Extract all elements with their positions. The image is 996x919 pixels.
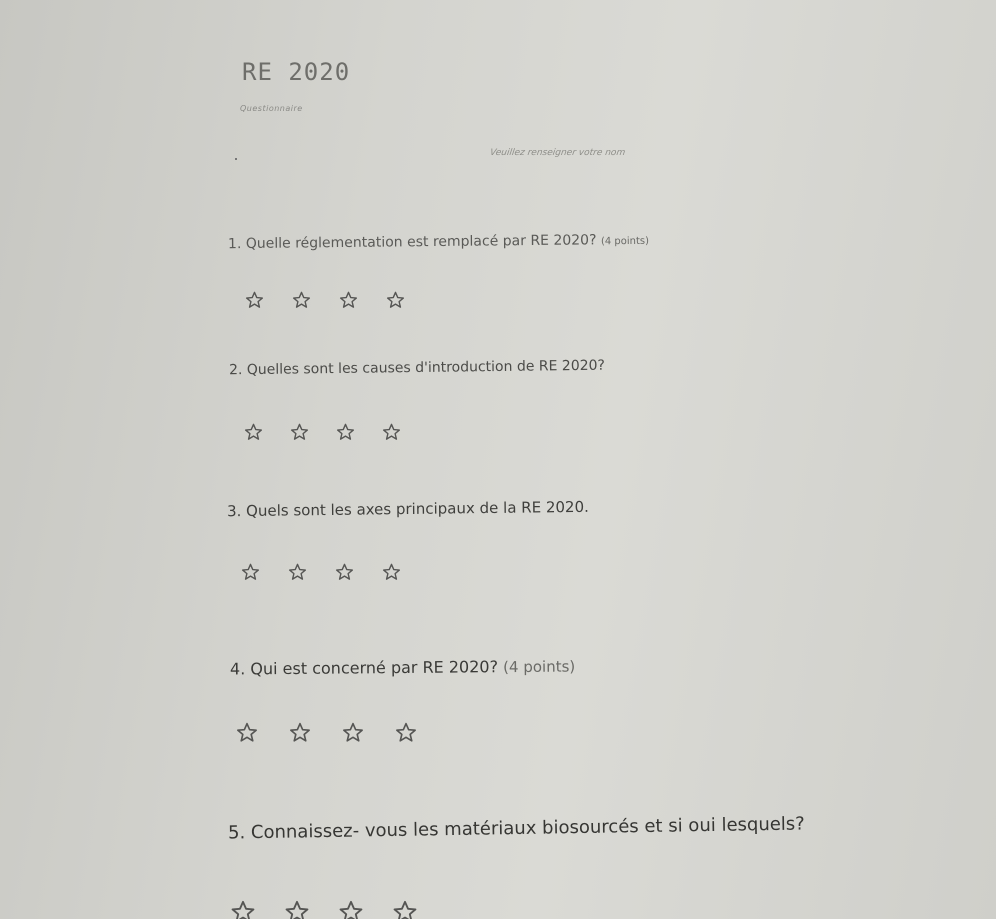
question-number: 1. (227, 236, 242, 253)
question-text: Connaissez- vous les matériaux biosourcés et si oui lesquels? (250, 813, 805, 844)
star-outline-icon[interactable] (386, 291, 405, 309)
question-5 (228, 813, 805, 843)
question-text: Qui est concerné par RE 2020? (250, 657, 499, 679)
question-points: (4 points) (503, 657, 576, 677)
star-outline-icon[interactable] (284, 900, 310, 919)
question-number: 3. (226, 502, 242, 521)
star-outline-icon[interactable] (236, 722, 258, 743)
rating-stars-4 (236, 722, 417, 743)
star-outline-icon[interactable] (339, 291, 358, 309)
question-points: (4 points) (600, 235, 650, 248)
form-instruction: Veuillez renseigner votre nom (489, 148, 626, 158)
star-outline-icon[interactable] (382, 563, 401, 581)
star-outline-icon[interactable] (336, 423, 355, 441)
star-outline-icon[interactable] (392, 900, 418, 919)
star-outline-icon[interactable] (244, 423, 263, 441)
form-subtitle: Questionnaire (240, 104, 303, 113)
question-text: Quelles sont les causes d'introduction de RE 2020? (246, 357, 606, 379)
rating-stars-2 (244, 423, 401, 441)
question-number: 2. (228, 362, 243, 379)
star-outline-icon[interactable] (289, 722, 311, 743)
rating-stars-1 (245, 291, 405, 309)
star-outline-icon[interactable] (230, 900, 256, 919)
star-outline-icon[interactable] (338, 900, 364, 919)
question-number: 5. (227, 822, 246, 844)
form-title: RE 2020 (242, 58, 351, 86)
star-outline-icon[interactable] (395, 722, 417, 743)
rating-stars-3 (241, 563, 401, 581)
star-outline-icon[interactable] (292, 291, 311, 309)
star-outline-icon[interactable] (290, 423, 309, 441)
rating-stars-5 (230, 900, 418, 919)
star-outline-icon[interactable] (382, 423, 401, 441)
pen-mark (235, 158, 237, 160)
star-outline-icon[interactable] (288, 563, 307, 581)
star-outline-icon[interactable] (245, 291, 264, 309)
star-outline-icon[interactable] (335, 563, 354, 581)
question-1 (228, 232, 649, 252)
question-4 (230, 656, 575, 678)
question-3 (227, 498, 589, 520)
star-outline-icon[interactable] (342, 722, 364, 743)
question-number: 4. (229, 659, 246, 679)
star-outline-icon[interactable] (241, 563, 260, 581)
question-text: Quels sont les axes principaux de la RE 2020. (245, 497, 589, 520)
question-text: Quelle réglementation est remplacé par RE 2020? (245, 232, 597, 253)
question-2 (229, 358, 605, 379)
